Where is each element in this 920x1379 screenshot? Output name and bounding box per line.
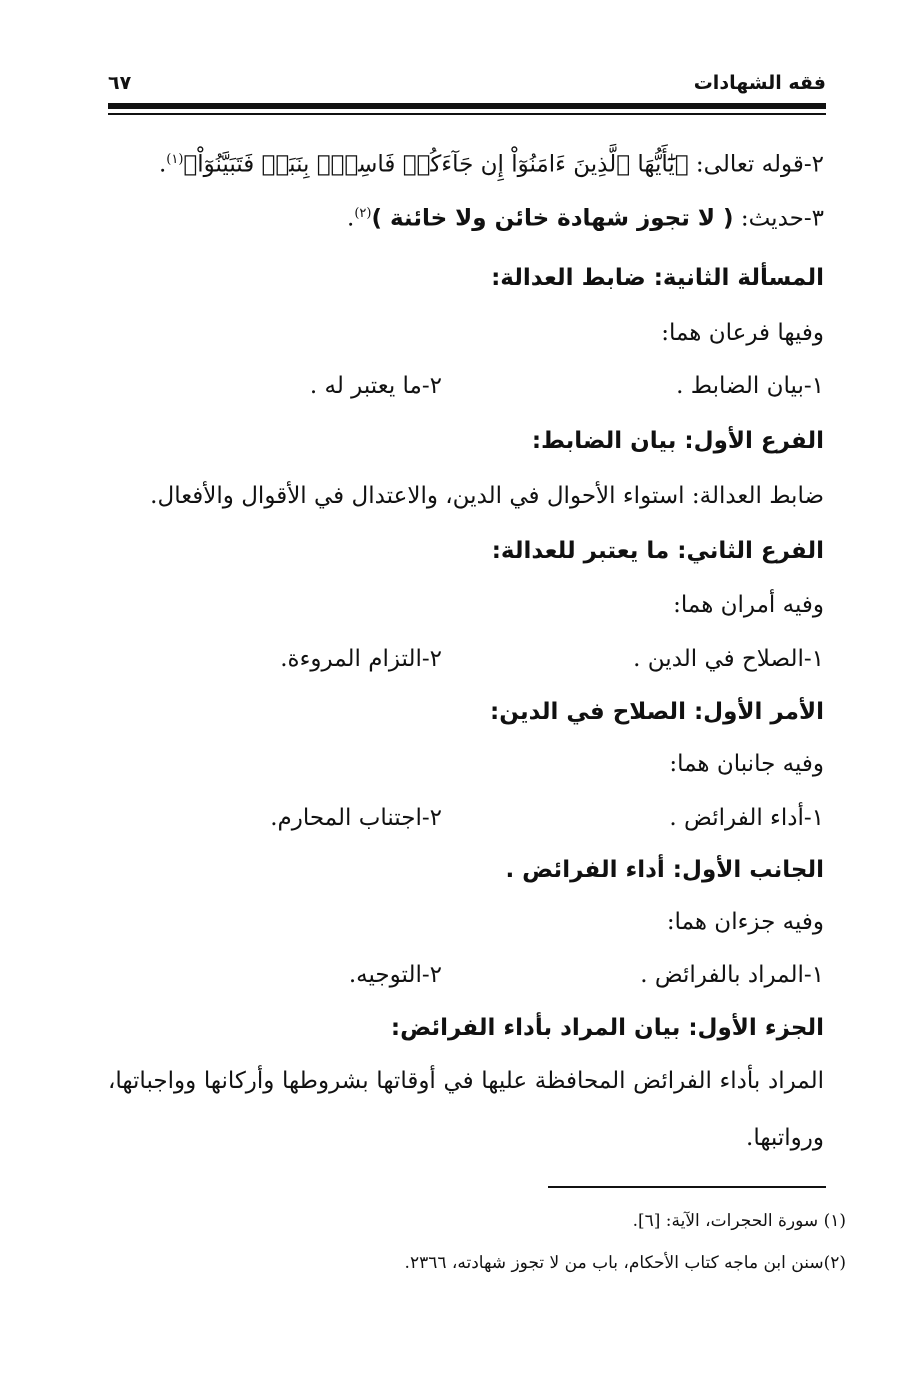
intro-sides: وفيه جانبان هما: [669, 751, 824, 777]
definition-adala: ضابط العدالة: استواء الأحوال في الدين، والاعتدال في الأقوال والأفعال. [150, 483, 824, 509]
branch-item-2: ٢-ما يعتبر له . [309, 373, 442, 399]
part-item-2: ٢-التوجيه. [348, 962, 442, 988]
heading-branch-2: الفرع الثاني: ما يعتبر للعدالة: [491, 538, 824, 564]
intro-parts: وفيه جزءان هما: [666, 909, 824, 935]
hadith-line [347, 196, 824, 237]
side-item-2: ٢-اجتناب المحارم. [270, 805, 442, 831]
footnote-ref-1: (١) [166, 152, 184, 167]
heading-matter-1: الأمر الأول: الصلاح في الدين: [490, 699, 824, 725]
running-header [108, 70, 826, 102]
heading-branch-1: الفرع الأول: بيان الضابط: [531, 428, 824, 454]
quran-verse: ﴿يَٰٓأَيُّهَا ٱلَّذِينَ ءَامَنُوٓاْ إِن جَآءَكُمۡ فَاسِقُۢ بِنَبَإٖ فَتَبَيَّنُوٓاْ﴾ [183, 151, 689, 178]
header-rule-thick [108, 103, 826, 109]
footnote-1: (١) سورة الحجرات، الآية: [٦]. [632, 1211, 846, 1231]
intro-branches: وفيها فرعان هما: [661, 320, 824, 346]
item-prefix: ٢-قوله تعالى: [688, 151, 824, 178]
item-prefix: ٣-حديث: [733, 205, 824, 232]
branch-item-1: ١-بيان الضابط . [676, 373, 824, 399]
matter-item-1: ١-الصلاح في الدين . [633, 646, 824, 672]
side-item-1: ١-أداء الفرائض . [669, 805, 824, 831]
footnote-2: (٢)سنن ابن ماجه كتاب الأحكام، باب من لا تجوز شهادته، ٢٣٦٦. [404, 1253, 846, 1273]
heading-part-1: الجزء الأول: بيان المراد بأداء الفرائض: [390, 1015, 824, 1041]
hadith-text: ( لا تجوز شهادة خائن ولا خائنة ) [371, 205, 734, 232]
header-rule-thin [108, 113, 826, 115]
intro-matters: وفيه أمران هما: [673, 592, 824, 618]
page-number: ٦٧ [108, 72, 132, 94]
line-end: . [347, 205, 355, 232]
heading-side-1: الجانب الأول: أداء الفرائض . [505, 857, 824, 883]
part-item-1: ١-المراد بالفرائض . [640, 962, 824, 988]
quran-verse-line [159, 142, 824, 183]
definition-line-2: ورواتبها. [746, 1125, 824, 1151]
matter-item-2: ٢-التزام المروءة. [280, 646, 442, 672]
definition-line-1: المراد بأداء الفرائض المحافظة عليها في أوقاتها بشروطها وأركانها وواجباتها، [108, 1068, 824, 1094]
line-end: . [158, 151, 167, 178]
footnote-ref-2: (٢) [354, 206, 372, 221]
header-title: فقه الشهادات [693, 72, 826, 94]
footnote-rule [548, 1186, 826, 1188]
heading-issue-2: المسألة الثانية: ضابط العدالة: [491, 265, 824, 291]
